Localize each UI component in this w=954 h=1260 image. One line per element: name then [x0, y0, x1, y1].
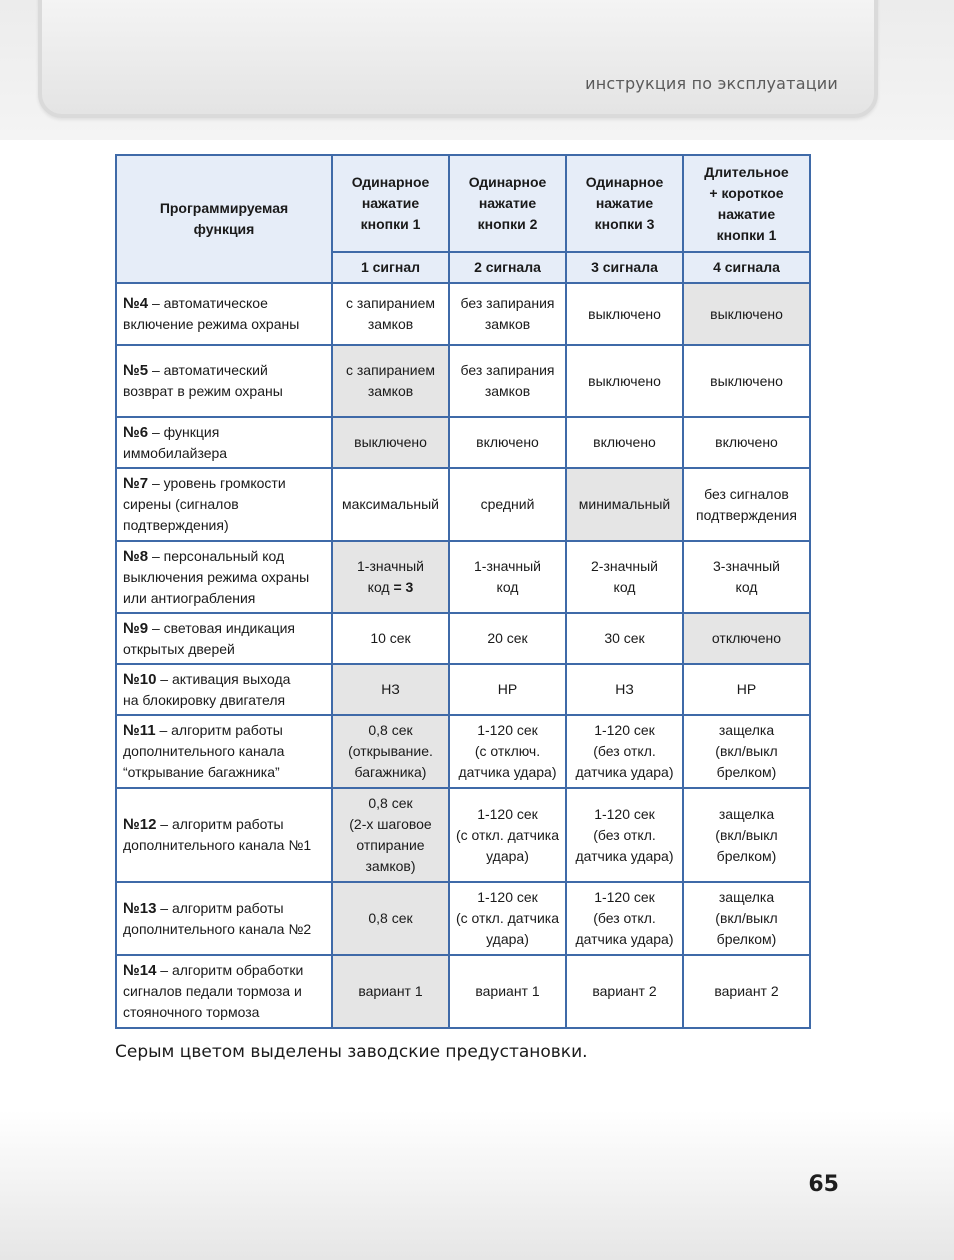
function-cell: №8 – персональный код выключения режима охраны или антиограбления	[116, 541, 332, 613]
function-cell: №11 – алгоритм работы дополнительного канала “открывание багажника”	[116, 715, 332, 788]
function-cell: №4 – автоматическое включение режима охраны	[116, 283, 332, 345]
signal-3: 3 сигнала	[566, 252, 683, 283]
table-row	[116, 345, 810, 417]
function-cell: №10 – активация выхода на блокировку двигателя	[116, 664, 332, 715]
value-cell: выключено	[566, 283, 683, 345]
table-row	[116, 417, 810, 468]
value-cell: выключено	[566, 345, 683, 417]
signal-1: 1 сигнал	[332, 252, 449, 283]
table-row	[116, 715, 810, 788]
header-button-4: Длительное + короткое нажатие кнопки 1	[683, 155, 810, 252]
value-cell: 1-120 сек (без откл. датчика удара)	[566, 882, 683, 955]
value-cell: защелка (вкл/выкл брелком)	[683, 788, 810, 882]
value-cell: 1-120 сек (без откл. датчика удара)	[566, 715, 683, 788]
header-card	[38, 0, 878, 118]
value-cell: без запирания замков	[449, 283, 566, 345]
value-cell: 1-значный код	[449, 541, 566, 613]
value-cell: 1-120 сек (с откл. датчика удара)	[449, 788, 566, 882]
table-row	[116, 541, 810, 613]
value-cell: вариант 2	[683, 955, 810, 1028]
value-cell: 20 сек	[449, 613, 566, 664]
value-cell: максимальный	[332, 468, 449, 541]
function-cell: №7 – уровень громкости сирены (сигналов подтверждения)	[116, 468, 332, 541]
table-row	[116, 664, 810, 715]
table-row	[116, 468, 810, 541]
value-cell: 1-120 сек (с откл. датчика удара)	[449, 882, 566, 955]
signal-2: 2 сигнала	[449, 252, 566, 283]
default-value-cell: выключено	[332, 417, 449, 468]
default-value-cell: 0,8 сек (2-х шаговое отпирание замков)	[332, 788, 449, 882]
header-button-3: Одинарное нажатие кнопки 3	[566, 155, 683, 252]
default-value-cell: 1-значный код = 3	[332, 541, 449, 613]
function-cell: №5 – автоматический возврат в режим охраны	[116, 345, 332, 417]
function-cell: №6 – функция иммобилайзера	[116, 417, 332, 468]
function-cell: №13 – алгоритм работы дополнительного канала №2	[116, 882, 332, 955]
value-cell: защелка (вкл/выкл брелком)	[683, 882, 810, 955]
value-cell: 30 сек	[566, 613, 683, 664]
value-cell: НЗ	[566, 664, 683, 715]
table-row	[116, 613, 810, 664]
table-row	[116, 955, 810, 1028]
default-value-cell: выключено	[683, 283, 810, 345]
default-value-cell: вариант 1	[332, 955, 449, 1028]
value-cell: 1-120 сек (без откл. датчика удара)	[566, 788, 683, 882]
value-cell: 1-120 сек (с отключ. датчика удара)	[449, 715, 566, 788]
header-button-1: Одинарное нажатие кнопки 1	[332, 155, 449, 252]
table-row	[116, 788, 810, 882]
signal-4: 4 сигнала	[683, 252, 810, 283]
settings-table	[115, 154, 811, 1029]
header-function: Программируемая функция	[116, 155, 332, 283]
value-cell: включено	[566, 417, 683, 468]
value-cell: НР	[683, 664, 810, 715]
function-cell: №12 – алгоритм работы дополнительного канала №1	[116, 788, 332, 882]
default-value-cell: отключено	[683, 613, 810, 664]
function-cell: №14 – алгоритм обработки сигналов педали тормоза и стояночного тормоза	[116, 955, 332, 1028]
value-cell: без сигналов подтверждения	[683, 468, 810, 541]
value-cell: без запирания замков	[449, 345, 566, 417]
header-button-2: Одинарное нажатие кнопки 2	[449, 155, 566, 252]
default-value-cell: минимальный	[566, 468, 683, 541]
function-cell: №9 – световая индикация открытых дверей	[116, 613, 332, 664]
value-cell: 3-значный код	[683, 541, 810, 613]
value-cell: выключено	[683, 345, 810, 417]
value-cell: защелка (вкл/выкл брелком)	[683, 715, 810, 788]
value-cell: 2-значный код	[566, 541, 683, 613]
default-value-cell: 0,8 сек	[332, 882, 449, 955]
default-value-cell: 0,8 сек (открывание. багажника)	[332, 715, 449, 788]
table-row	[116, 283, 810, 345]
value-cell: включено	[449, 417, 566, 468]
default-value-cell: с запиранием замков	[332, 345, 449, 417]
factory-defaults-note: Серым цветом выделены заводские предустановки.	[115, 1042, 588, 1062]
value-cell: НР	[449, 664, 566, 715]
value-cell: с запиранием замков	[332, 283, 449, 345]
value-cell: включено	[683, 417, 810, 468]
value-cell: 10 сек	[332, 613, 449, 664]
default-value-cell: НЗ	[332, 664, 449, 715]
value-cell: вариант 2	[566, 955, 683, 1028]
value-cell: средний	[449, 468, 566, 541]
page-number: 65	[808, 1172, 839, 1197]
table-row	[116, 882, 810, 955]
header-title: инструкция по эксплуатации	[585, 74, 838, 93]
settings-table-container	[115, 154, 809, 1029]
default-code: = 3	[389, 579, 414, 595]
value-cell: вариант 1	[449, 955, 566, 1028]
